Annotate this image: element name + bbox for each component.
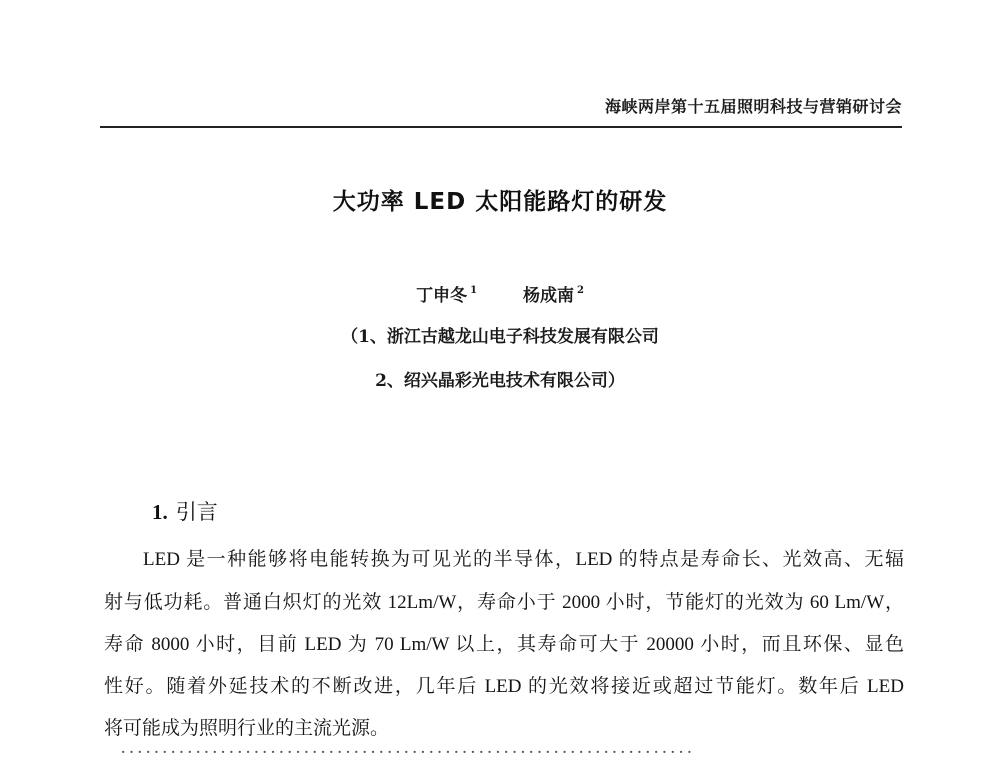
author	[416, 281, 477, 306]
affiliation-mark: 1	[470, 285, 478, 296]
paragraph-line: 将可能成为照明行业的主流光源。	[104, 718, 390, 739]
paragraph-line: LED 是一种能够将电能转换为可见光的半导体，LED 的特点是寿命长、光效高、无辐	[143, 549, 904, 570]
section-title: 引言	[175, 500, 218, 524]
paragraph-line: 性好。随着外延技术的不断改进，几年后 LED 的光效将接近或超过节能灯。数年后 LED	[104, 676, 904, 697]
author	[523, 281, 584, 306]
section-number: 1.	[152, 500, 168, 524]
author-line	[0, 281, 1000, 306]
affiliation-1: （1、浙江古越龙山电子科技发展有限公司	[341, 327, 659, 347]
author-name: 杨成南	[522, 286, 574, 306]
header-rule	[100, 126, 902, 128]
paragraph-line: 射与低功耗。普通白炽灯的光效 12Lm/W，寿命小于 2000 小时，节能灯的光效为 60 Lm/W，	[104, 592, 904, 613]
running-header: 海峡两岸第十五届照明科技与营销研讨会	[604, 97, 902, 116]
cut-off-next-line: ·····································································	[120, 742, 695, 763]
affiliation-2: 2、绍兴晶彩光电技术有限公司）	[375, 371, 625, 391]
section-heading	[152, 496, 218, 526]
affiliation-mark: 2	[576, 285, 584, 296]
author-name: 丁申冬	[416, 286, 468, 306]
paper-title: 大功率 LED 太阳能路灯的研发	[332, 189, 668, 215]
paragraph-line: 寿命 8000 小时，目前 LED 为 70 Lm/W 以上，其寿命可大于 20000 小时，而且环保、显色	[104, 634, 904, 655]
